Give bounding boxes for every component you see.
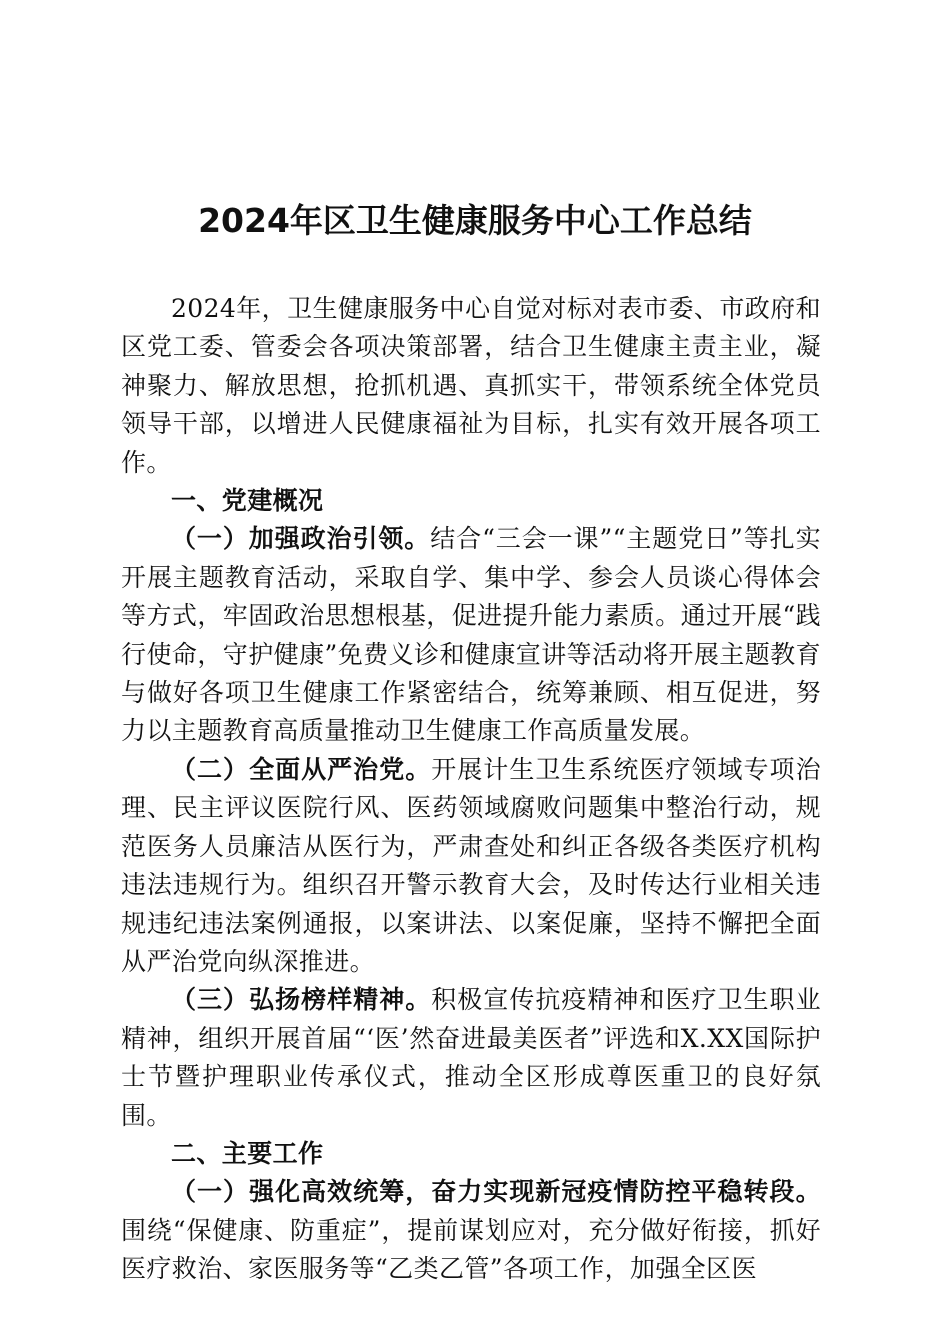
document-body bbox=[121, 290, 821, 1289]
intro-paragraph: 2024年，卫生健康服务中心自觉对标对表市委、市政府和区党工委、管委会各项决策部署，结合卫生健康主责主业，凝神聚力、解放思想，抢抓机遇、真抓实干，带领系统全体党员领导干部，以增进人民健康福祉为目标，扎实有效开展各项工作。 bbox=[121, 294, 821, 477]
paragraph-lead: （一）加强政治引领。 bbox=[171, 524, 431, 554]
paragraph-text: 开展计生卫生系统医疗领域专项治理、民主评议医院行风、医药领域腐败问题集中整治行动，规范医务人员廉洁从医行为，严肃查处和纠正各级各类医疗机构违法违规行为。组织召开警示教育大会，及时传达行业相关违规违纪违法案例通报，以案讲法、以案促廉，坚持不懈把全面从严治党向纵深推进。 bbox=[121, 754, 821, 976]
paragraph-lead: （三）弘扬榜样精神。 bbox=[171, 985, 432, 1015]
paragraph-text: 围绕“保健康、防重症”，提前谋划应对，充分做好衔接，抓好医疗救治、家医服务等“乙类乙管”各项工作，加强全区医 bbox=[121, 1215, 821, 1284]
paragraph-text: 积极宣传抗疫精神和医疗卫生职业精神，组织开展首届“‘医’然奋进最美医者”评选和X.XX国际护士节暨护理职业传承仪式，推动全区形成尊医重卫的良好氛围。 bbox=[121, 985, 821, 1130]
section-heading-main-work: 二、主要工作 bbox=[171, 1138, 324, 1168]
paragraph-lead: （一）强化高效统筹，奋力实现新冠疫情防控平稳转段。 bbox=[171, 1177, 821, 1207]
section-heading-party-building: 一、党建概况 bbox=[171, 486, 324, 516]
paragraph-text: 结合“三会一课”“主题党日”等扎实开展主题教育活动，采取自学、集中学、参会人员谈心得体会等方式，牢固政治思想根基，促进提升能力素质。通过开展“践行使命，守护健康”免费义诊和健康宣讲等活动将开展主题教育与做好各项卫生健康工作紧密结合，统筹兼顾、相互促进，努力以主题教育高质量推动卫生健康工作高质量发展。 bbox=[121, 524, 821, 746]
paragraph-strict-governance bbox=[121, 751, 821, 981]
paragraph-epidemic-control bbox=[121, 1173, 821, 1288]
paragraph-lead: （二）全面从严治党。 bbox=[171, 754, 432, 784]
paragraph-political-leadership bbox=[121, 520, 821, 750]
paragraph-role-models bbox=[121, 981, 821, 1135]
document-title: 2024年区卫生健康服务中心工作总结 bbox=[198, 201, 752, 240]
